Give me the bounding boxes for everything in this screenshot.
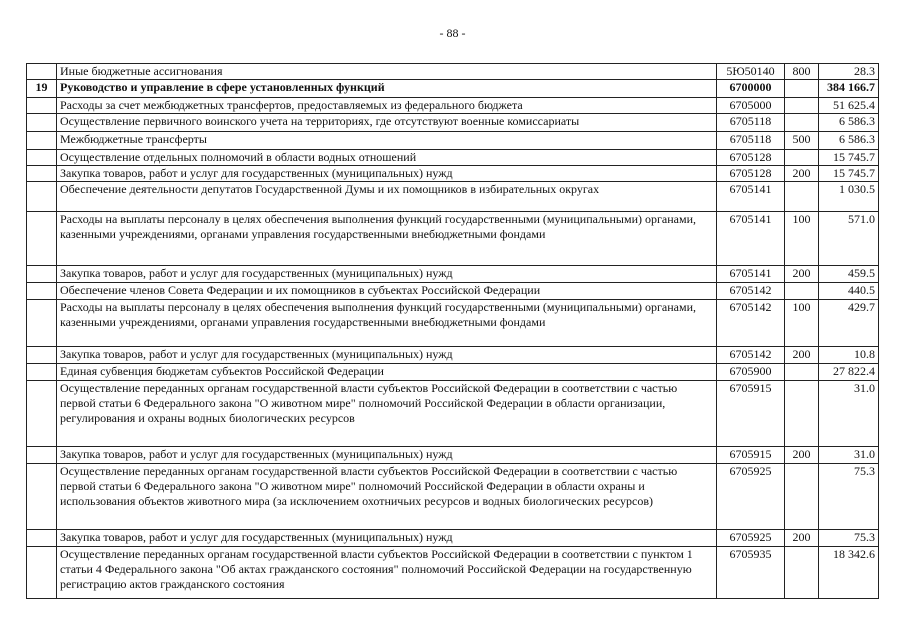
expense-type-cell — [785, 80, 819, 98]
amount-cell: 1 030.5 — [819, 182, 879, 212]
amount-cell: 440.5 — [819, 283, 879, 300]
table-row — [27, 98, 879, 114]
item-name-cell: Руководство и управление в сфере установленных функций — [57, 80, 717, 98]
expense-type-cell — [785, 150, 819, 166]
table-row — [27, 212, 879, 266]
target-code-cell: 6705000 — [717, 98, 785, 114]
item-name-cell: Осуществление первичного воинского учета на территориях, где отсутствуют военные комиссариаты — [57, 114, 717, 132]
table-row — [27, 64, 879, 80]
row-number-cell — [27, 530, 57, 547]
row-number-cell — [27, 150, 57, 166]
amount-cell: 75.3 — [819, 464, 879, 530]
table-row — [27, 283, 879, 300]
target-code-cell: 6705141 — [717, 266, 785, 283]
item-name-cell: Иные бюджетные ассигнования — [57, 64, 717, 80]
table-row — [27, 381, 879, 447]
table-row — [27, 80, 879, 98]
item-name-cell: Расходы за счет межбюджетных трансфертов, предоставляемых из федерального бюджета — [57, 98, 717, 114]
target-code-cell: 6705142 — [717, 283, 785, 300]
target-code-cell: 6705900 — [717, 364, 785, 381]
target-code-cell: 6705925 — [717, 464, 785, 530]
amount-cell: 15 745.7 — [819, 166, 879, 182]
target-code-cell: 6700000 — [717, 80, 785, 98]
expense-type-cell: 100 — [785, 212, 819, 266]
table-row — [27, 114, 879, 132]
row-number-cell — [27, 132, 57, 150]
table-row — [27, 364, 879, 381]
row-number-cell — [27, 182, 57, 212]
table-row — [27, 530, 879, 547]
expense-type-cell — [785, 182, 819, 212]
amount-cell: 429.7 — [819, 300, 879, 347]
target-code-cell: 6705142 — [717, 347, 785, 364]
row-number-cell — [27, 98, 57, 114]
table-row — [27, 266, 879, 283]
row-number-cell — [27, 283, 57, 300]
item-name-cell: Осуществление переданных органам государственной власти субъектов Российской Федерации в соответствии с частью первой статьи 6 Федерального закона "О животном мире" полномочий Российской Федерации в области охраны и использования объектов животного мира (за исключением охотничьих ресурсов и водных биологических ресурсов) — [57, 464, 717, 530]
page-number: - 88 - — [439, 26, 466, 40]
expense-type-cell: 200 — [785, 347, 819, 364]
target-code-cell: 6705935 — [717, 547, 785, 599]
amount-cell: 75.3 — [819, 530, 879, 547]
table-row — [27, 547, 879, 599]
item-name-cell: Закупка товаров, работ и услуг для государственных (муниципальных) нужд — [57, 166, 717, 182]
item-name-cell: Расходы на выплаты персоналу в целях обеспечения выполнения функций государственными (муниципальными) органами, казенными учреждениями, органами управления государственными внебюджетными фондами — [57, 212, 717, 266]
item-name-cell: Обеспечение членов Совета Федерации и их помощников в субъектах Российской Федерации — [57, 283, 717, 300]
row-number-cell — [27, 364, 57, 381]
row-number-cell — [27, 300, 57, 347]
expense-type-cell — [785, 283, 819, 300]
target-code-cell: 6705128 — [717, 150, 785, 166]
expense-type-cell — [785, 464, 819, 530]
expense-type-cell: 100 — [785, 300, 819, 347]
target-code-cell: 6705142 — [717, 300, 785, 347]
row-number-cell — [27, 547, 57, 599]
item-name-cell: Межбюджетные трансферты — [57, 132, 717, 150]
target-code-cell: 6705141 — [717, 182, 785, 212]
budget-table — [26, 63, 879, 599]
amount-cell: 31.0 — [819, 381, 879, 447]
target-code-cell: 6705915 — [717, 381, 785, 447]
expense-type-cell — [785, 114, 819, 132]
row-number-cell — [27, 64, 57, 80]
target-code-cell: 5Ю50140 — [717, 64, 785, 80]
expense-type-cell: 200 — [785, 530, 819, 547]
item-name-cell: Закупка товаров, работ и услуг для государственных (муниципальных) нужд — [57, 447, 717, 464]
target-code-cell: 6705128 — [717, 166, 785, 182]
amount-cell: 571.0 — [819, 212, 879, 266]
item-name-cell: Осуществление отдельных полномочий в области водных отношений — [57, 150, 717, 166]
row-number-cell — [27, 381, 57, 447]
row-number-cell — [27, 166, 57, 182]
table-row — [27, 150, 879, 166]
item-name-cell: Расходы на выплаты персоналу в целях обеспечения выполнения функций государственными (муниципальными) органами, казенными учреждениями, органами управления государственными внебюджетными фондами — [57, 300, 717, 347]
row-number-cell — [27, 347, 57, 364]
expense-type-cell — [785, 381, 819, 447]
row-number-cell — [27, 447, 57, 464]
amount-cell: 6 586.3 — [819, 114, 879, 132]
target-code-cell: 6705118 — [717, 114, 785, 132]
target-code-cell: 6705118 — [717, 132, 785, 150]
expense-type-cell — [785, 547, 819, 599]
expense-type-cell — [785, 364, 819, 381]
amount-cell: 384 166.7 — [819, 80, 879, 98]
amount-cell: 15 745.7 — [819, 150, 879, 166]
target-code-cell: 6705915 — [717, 447, 785, 464]
row-number-cell — [27, 114, 57, 132]
table-row — [27, 132, 879, 150]
item-name-cell: Осуществление переданных органам государственной власти субъектов Российской Федерации в соответствии с пунктом 1 статьи 4 Федерального закона "Об актах гражданского состояния" полномочий Российской Федерации на государственную регистрацию актов гражданского состояния — [57, 547, 717, 599]
amount-cell: 31.0 — [819, 447, 879, 464]
target-code-cell: 6705925 — [717, 530, 785, 547]
amount-cell: 51 625.4 — [819, 98, 879, 114]
expense-type-cell: 200 — [785, 447, 819, 464]
expense-type-cell: 200 — [785, 166, 819, 182]
amount-cell: 18 342.6 — [819, 547, 879, 599]
row-number-cell — [27, 212, 57, 266]
item-name-cell: Закупка товаров, работ и услуг для государственных (муниципальных) нужд — [57, 347, 717, 364]
amount-cell: 10.8 — [819, 347, 879, 364]
table-row — [27, 464, 879, 530]
amount-cell: 28.3 — [819, 64, 879, 80]
item-name-cell: Закупка товаров, работ и услуг для государственных (муниципальных) нужд — [57, 266, 717, 283]
table-row — [27, 166, 879, 182]
expense-type-cell: 500 — [785, 132, 819, 150]
amount-cell: 27 822.4 — [819, 364, 879, 381]
target-code-cell: 6705141 — [717, 212, 785, 266]
row-number-cell — [27, 266, 57, 283]
table-row — [27, 347, 879, 364]
table-row — [27, 182, 879, 212]
table-row — [27, 447, 879, 464]
amount-cell: 459.5 — [819, 266, 879, 283]
row-number-cell: 19 — [27, 80, 57, 98]
row-number-cell — [27, 464, 57, 530]
expense-type-cell — [785, 98, 819, 114]
item-name-cell: Обеспечение деятельности депутатов Государственной Думы и их помощников в избирательных округах — [57, 182, 717, 212]
item-name-cell: Единая субвенция бюджетам субъектов Российской Федерации — [57, 364, 717, 381]
item-name-cell: Закупка товаров, работ и услуг для государственных (муниципальных) нужд — [57, 530, 717, 547]
item-name-cell: Осуществление переданных органам государственной власти субъектов Российской Федерации в соответствии с частью первой статьи 6 Федерального закона "О животном мире" полномочий Российской Федерации в области организации, регулирования и охраны водных биологических ресурсов — [57, 381, 717, 447]
table-row — [27, 300, 879, 347]
amount-cell: 6 586.3 — [819, 132, 879, 150]
expense-type-cell: 800 — [785, 64, 819, 80]
expense-type-cell: 200 — [785, 266, 819, 283]
